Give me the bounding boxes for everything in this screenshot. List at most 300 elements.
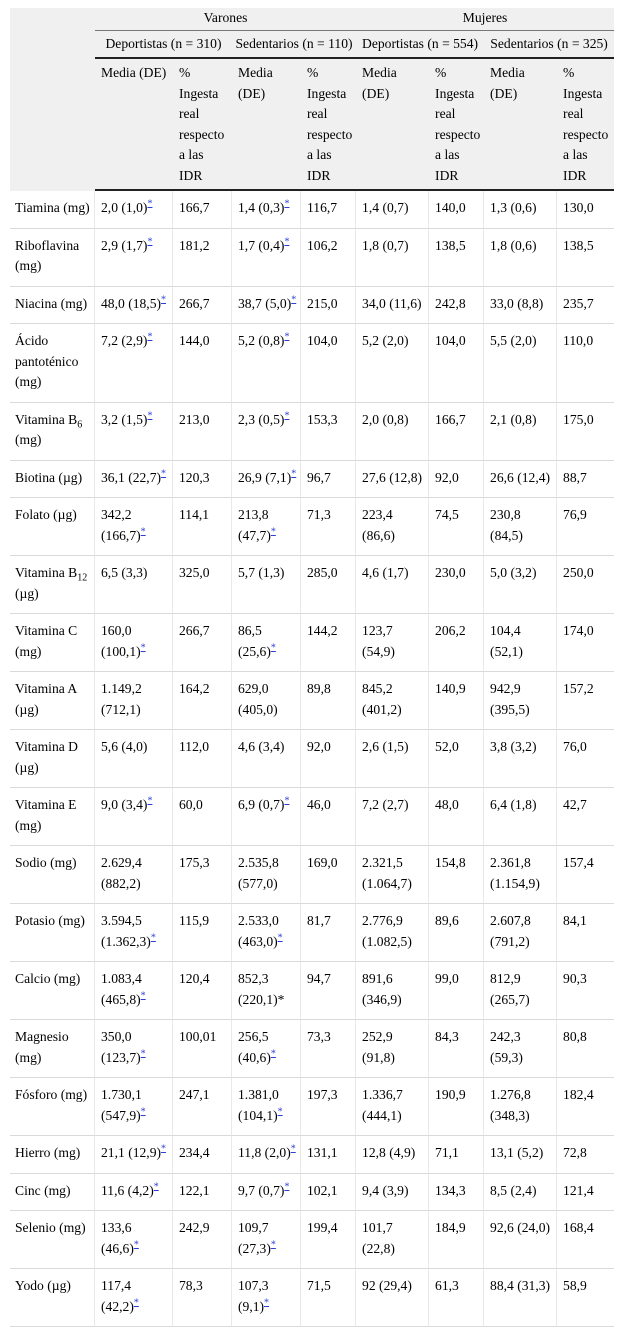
- cell-value: 26,9 (7,1): [238, 469, 292, 485]
- cell-value: 112,0: [179, 739, 210, 754]
- cell-value: 71,1: [435, 1145, 459, 1160]
- cell-pct-idr: [173, 904, 232, 962]
- cell-value: 1,4 (0,7): [362, 200, 409, 215]
- cell-value: 2,9 (1,7): [101, 237, 148, 253]
- cell-mean-sd: [95, 556, 173, 614]
- cell-value: 92,0: [307, 739, 331, 754]
- cell-value: 197,3: [307, 1087, 338, 1102]
- cell-pct-idr: [429, 287, 484, 325]
- cell-pct-idr: [557, 287, 614, 325]
- significance-marker-link[interactable]: *: [277, 1105, 283, 1117]
- cell-pct-idr: [301, 962, 356, 1020]
- significance-marker-link[interactable]: *: [284, 795, 290, 807]
- significance-marker-link[interactable]: *: [161, 293, 167, 305]
- column-header-mean: Media (DE): [95, 59, 173, 191]
- cell-value: 325,0: [179, 565, 210, 580]
- cell-value: 7,2 (2,9): [101, 333, 148, 348]
- cell-value: 71,3: [307, 507, 331, 522]
- table-row: [10, 556, 614, 614]
- row-label: [10, 788, 95, 846]
- row-label-text: Magnesio (mg): [15, 1029, 69, 1065]
- cell-pct-idr: [557, 461, 614, 499]
- cell-mean-sd: [484, 498, 557, 556]
- cell-value: 117,4 (42,2): [101, 1278, 134, 1314]
- cell-mean-sd: [95, 672, 173, 730]
- cell-value: 86,5 (25,6): [238, 623, 271, 659]
- cell-value: 140,0: [435, 200, 466, 215]
- significance-marker-link[interactable]: *: [284, 198, 290, 210]
- cell-value: 61,3: [435, 1278, 459, 1293]
- cell-pct-idr: [557, 1174, 614, 1212]
- significance-marker-link[interactable]: *: [284, 409, 290, 421]
- row-label: [10, 1078, 95, 1136]
- cell-value: 12,8 (4,9): [362, 1145, 416, 1160]
- cell-pct-idr: [173, 498, 232, 556]
- cell-value: 52,0: [435, 739, 459, 754]
- cell-value: 5,0 (3,2): [490, 565, 537, 580]
- significance-marker-link[interactable]: *: [264, 1296, 270, 1308]
- significance-marker-link[interactable]: *: [140, 1105, 146, 1117]
- cell-value: 2.629,4 (882,2): [101, 855, 142, 891]
- row-label: [10, 403, 95, 461]
- cell-mean-sd: [356, 461, 429, 499]
- cell-mean-sd: [484, 672, 557, 730]
- significance-marker-link[interactable]: *: [147, 235, 153, 247]
- cell-pct-idr: [301, 614, 356, 672]
- cell-pct-idr: [173, 324, 232, 403]
- table-row: [10, 403, 614, 461]
- row-label: [10, 191, 95, 229]
- cell-mean-sd: [95, 788, 173, 846]
- significance-marker-link[interactable]: *: [270, 1047, 276, 1059]
- cell-value: 88,7: [563, 469, 587, 485]
- subgroup-header: Sedentarios (n = 110): [232, 31, 356, 60]
- table-header: [10, 8, 614, 191]
- significance-marker-link[interactable]: *: [284, 331, 290, 343]
- cell-value: 144,2: [307, 623, 338, 638]
- cell-value: 110,0: [563, 333, 594, 348]
- cell-mean-sd: [232, 962, 301, 1020]
- cell-pct-idr: [173, 1078, 232, 1136]
- cell-value: 36,1 (22,7): [101, 469, 162, 485]
- cell-mean-sd: [356, 788, 429, 846]
- cell-value: 6,4 (1,8): [490, 797, 537, 812]
- column-header-mean: Media (DE): [356, 59, 429, 191]
- subgroup-header: Deportistas (n = 310): [95, 31, 232, 60]
- row-label-unit: (mg): [15, 432, 42, 447]
- row-label: [10, 904, 95, 962]
- table-row: [10, 846, 614, 904]
- cell-pct-idr: [429, 461, 484, 499]
- cell-pct-idr: [429, 904, 484, 962]
- significance-marker-link[interactable]: *: [291, 293, 297, 305]
- cell-mean-sd: [356, 846, 429, 904]
- cell-pct-idr: [301, 287, 356, 325]
- cell-value: 101,7 (22,8): [362, 1220, 395, 1256]
- table-row: [10, 1020, 614, 1078]
- cell-pct-idr: [557, 1269, 614, 1327]
- row-label: [10, 556, 95, 614]
- cell-value: 89,6: [435, 913, 459, 928]
- cell-value: 21,1 (12,9): [101, 1145, 162, 1160]
- row-label-text: Ácido pantoténico (mg): [15, 333, 79, 389]
- cell-value: 100,01: [179, 1029, 217, 1044]
- cell-mean-sd: [232, 1078, 301, 1136]
- row-label-text: Sodio (mg): [15, 855, 77, 870]
- cell-value: 131,1: [307, 1145, 338, 1160]
- cell-pct-idr: [429, 962, 484, 1020]
- cell-mean-sd: [232, 287, 301, 325]
- cell-value: 942,9 (395,5): [490, 681, 530, 717]
- cell-value: 213,0: [179, 411, 210, 427]
- cell-mean-sd: [95, 962, 173, 1020]
- cell-value: 122,1: [179, 1182, 210, 1198]
- table-row: [10, 788, 614, 846]
- cell-value: 138,5: [435, 237, 466, 253]
- cell-value: 2,0 (0,8): [362, 411, 409, 427]
- cell-value: 1.336,7 (444,1): [362, 1087, 403, 1123]
- significance-marker-link[interactable]: *: [147, 198, 153, 210]
- cell-pct-idr: [557, 672, 614, 730]
- cell-value: 256,5 (40,6): [238, 1029, 271, 1065]
- cell-pct-idr: [557, 962, 614, 1020]
- cell-pct-idr: [301, 1078, 356, 1136]
- cell-mean-sd: [484, 1020, 557, 1078]
- cell-mean-sd: [484, 556, 557, 614]
- cell-value: 26,6 (12,4): [490, 469, 551, 485]
- table-row: [10, 1136, 614, 1174]
- cell-value: 5,2 (0,8): [238, 333, 285, 348]
- cell-value: 1,3 (0,6): [490, 200, 537, 215]
- cell-value: 242,9: [179, 1220, 210, 1235]
- cell-value: 157,4: [563, 855, 594, 870]
- cell-mean-sd: [95, 191, 173, 229]
- cell-mean-sd: [484, 191, 557, 229]
- row-label: [10, 1269, 95, 1327]
- cell-value: 120,4: [179, 971, 210, 986]
- cell-value: 46,0: [307, 797, 331, 812]
- cell-value: 154,8: [435, 855, 466, 870]
- cell-value: 106,2: [307, 237, 338, 253]
- significance-marker-link[interactable]: *: [147, 409, 153, 421]
- cell-value: 184,9: [435, 1220, 466, 1235]
- row-label-text: Vitamina B: [15, 565, 78, 580]
- cell-pct-idr: [557, 324, 614, 403]
- significance-marker-link[interactable]: *: [140, 525, 146, 537]
- row-label-text: Niacina (mg): [15, 295, 88, 311]
- cell-value: 235,7: [563, 295, 594, 311]
- cell-value: 13,1 (5,2): [490, 1145, 544, 1160]
- cell-value: 48,0 (18,5): [101, 295, 162, 311]
- cell-mean-sd: [95, 287, 173, 325]
- cell-mean-sd: [484, 287, 557, 325]
- cell-mean-sd: [356, 229, 429, 287]
- cell-pct-idr: [301, 403, 356, 461]
- cell-value: 109,7 (27,3): [238, 1220, 271, 1256]
- cell-value: 73,3: [307, 1029, 331, 1044]
- cell-pct-idr: [557, 498, 614, 556]
- cell-pct-idr: [301, 461, 356, 499]
- cell-pct-idr: [173, 1269, 232, 1327]
- cell-value: 160,0 (100,1): [101, 623, 141, 659]
- cell-value: 181,2: [179, 237, 210, 253]
- cell-mean-sd: [232, 672, 301, 730]
- cell-pct-idr: [173, 788, 232, 846]
- cell-value: 99,0: [435, 971, 459, 986]
- significance-marker-link[interactable]: *: [270, 1238, 276, 1250]
- cell-value: 230,8 (84,5): [490, 507, 523, 543]
- cell-value: 38,7 (5,0): [238, 295, 292, 311]
- cell-mean-sd: [356, 1269, 429, 1327]
- cell-value: 11,8 (2,0): [238, 1145, 291, 1160]
- cell-mean-sd: [95, 1269, 173, 1327]
- cell-pct-idr: [429, 1136, 484, 1174]
- cell-value: 6,5 (3,3): [101, 565, 148, 580]
- cell-pct-idr: [557, 1136, 614, 1174]
- cell-mean-sd: [232, 730, 301, 788]
- cell-value: 1.276,8 (348,3): [490, 1087, 531, 1123]
- row-label-subscript: 6: [77, 419, 83, 431]
- cell-value: 9,4 (3,9): [362, 1182, 409, 1198]
- cell-mean-sd: [95, 614, 173, 672]
- cell-value: 168,4: [563, 1220, 594, 1235]
- cell-value: 213,8 (47,7): [238, 507, 271, 543]
- cell-value: 1,7 (0,4): [238, 237, 285, 253]
- cell-mean-sd: [356, 672, 429, 730]
- row-label: [10, 614, 95, 672]
- cell-value: 5,7 (1,3): [238, 565, 285, 580]
- cell-pct-idr: [301, 1136, 356, 1174]
- row-label-text: Folato (µg): [15, 507, 77, 522]
- cell-pct-idr: [557, 556, 614, 614]
- cell-value: 242,8: [435, 295, 466, 311]
- significance-marker-link[interactable]: *: [284, 235, 290, 247]
- significance-marker-link[interactable]: *: [270, 525, 276, 537]
- cell-value: 134,3: [435, 1182, 466, 1198]
- significance-marker-link[interactable]: *: [270, 641, 276, 653]
- significance-marker-link[interactable]: *: [147, 795, 153, 807]
- cell-value: 9,0 (3,4): [101, 797, 148, 812]
- cell-pct-idr: [301, 730, 356, 788]
- cell-value: 175,0: [563, 411, 594, 427]
- row-label: [10, 730, 95, 788]
- column-header-mean: Media (DE): [232, 59, 301, 191]
- cell-mean-sd: [95, 846, 173, 904]
- cell-pct-idr: [173, 1174, 232, 1212]
- cell-mean-sd: [484, 461, 557, 499]
- cell-mean-sd: [356, 962, 429, 1020]
- significance-marker-link[interactable]: *: [161, 467, 167, 479]
- cell-value: 242,3 (59,3): [490, 1029, 523, 1065]
- row-label: [10, 1136, 95, 1174]
- cell-value: 94,7: [307, 971, 331, 986]
- row-label: [10, 846, 95, 904]
- subgroup-header: Sedentarios (n = 325): [484, 31, 614, 60]
- cell-mean-sd: [95, 498, 173, 556]
- cell-mean-sd: [232, 788, 301, 846]
- cell-pct-idr: [557, 788, 614, 846]
- cell-mean-sd: [484, 614, 557, 672]
- cell-pct-idr: [173, 287, 232, 325]
- cell-value: 1.730,1 (547,9): [101, 1087, 142, 1123]
- cell-value: 845,2 (401,2): [362, 681, 402, 717]
- cell-value: 92,0: [435, 469, 459, 485]
- cell-mean-sd: [95, 229, 173, 287]
- cell-value: 2.533,0 (463,0): [238, 913, 279, 949]
- significance-marker-link[interactable]: *: [150, 931, 156, 943]
- cell-value: 174,0: [563, 623, 594, 638]
- cell-value: 2.321,5 (1.064,7): [362, 855, 412, 891]
- cell-value: 71,5: [307, 1278, 331, 1293]
- row-label-text: Cinc (mg): [15, 1182, 71, 1198]
- cell-value: 116,7: [307, 200, 338, 215]
- cell-mean-sd: [356, 403, 429, 461]
- column-header-pct: % Ingesta real respecto a las IDR: [301, 59, 356, 191]
- cell-pct-idr: [429, 191, 484, 229]
- row-label-text: Hierro (mg): [15, 1145, 81, 1160]
- cell-mean-sd: [484, 730, 557, 788]
- cell-value: 285,0: [307, 565, 338, 580]
- cell-value: 144,0: [179, 333, 210, 348]
- significance-marker-link[interactable]: *: [291, 467, 297, 479]
- cell-pct-idr: [429, 556, 484, 614]
- cell-value: 33,0 (8,8): [490, 295, 544, 311]
- row-label-text: Vitamina E (mg): [15, 797, 77, 833]
- cell-value: 1,4 (0,3): [238, 200, 285, 215]
- cell-mean-sd: [484, 904, 557, 962]
- significance-marker-link[interactable]: *: [133, 1238, 139, 1250]
- cell-mean-sd: [232, 403, 301, 461]
- cell-mean-sd: [484, 846, 557, 904]
- significance-marker-link[interactable]: *: [147, 331, 153, 343]
- cell-pct-idr: [429, 498, 484, 556]
- cell-mean-sd: [484, 403, 557, 461]
- significance-marker-link[interactable]: *: [140, 641, 146, 653]
- cell-value: 104,4 (52,1): [490, 623, 523, 659]
- cell-mean-sd: [484, 962, 557, 1020]
- significance-marker-link[interactable]: *: [277, 931, 283, 943]
- cell-pct-idr: [429, 229, 484, 287]
- cell-value: 27,6 (12,8): [362, 469, 423, 485]
- column-header-pct: % Ingesta real respecto a las IDR: [429, 59, 484, 191]
- cell-pct-idr: [173, 1136, 232, 1174]
- cell-mean-sd: [484, 1211, 557, 1269]
- cell-mean-sd: [356, 498, 429, 556]
- significance-marker-link[interactable]: *: [290, 1143, 296, 1155]
- cell-value: 157,2: [563, 681, 594, 696]
- cell-mean-sd: [356, 1136, 429, 1174]
- cell-value: 1.381,0 (104,1): [238, 1087, 279, 1123]
- cell-value: 11,6 (4,2): [101, 1182, 154, 1198]
- row-label-text: Potasio (mg): [15, 913, 85, 928]
- cell-value: 3.594,5 (1.362,3): [101, 913, 151, 949]
- cell-value: 84,3: [435, 1029, 459, 1044]
- cell-mean-sd: [232, 461, 301, 499]
- significance-marker-link[interactable]: *: [140, 989, 146, 1001]
- cell-mean-sd: [95, 461, 173, 499]
- row-label-text: Vitamina A (µg): [15, 681, 77, 717]
- cell-value: 89,8: [307, 681, 331, 696]
- cell-pct-idr: [173, 229, 232, 287]
- cell-value: 3,2 (1,5): [101, 411, 148, 427]
- row-label: [10, 229, 95, 287]
- table-row: [10, 229, 614, 287]
- row-label-subscript: 12: [77, 572, 88, 584]
- row-label: [10, 962, 95, 1020]
- cell-value: 215,0: [307, 295, 338, 311]
- significance-marker-link[interactable]: *: [161, 1143, 167, 1155]
- row-label-text: Calcio (mg): [15, 971, 81, 986]
- cell-pct-idr: [429, 403, 484, 461]
- table-row: [10, 1078, 614, 1136]
- cell-value: 138,5: [563, 237, 594, 253]
- cell-value: 2.776,9 (1.082,5): [362, 913, 412, 949]
- cell-pct-idr: [301, 191, 356, 229]
- cell-value: 4,6 (1,7): [362, 565, 409, 580]
- significance-marker-link[interactable]: *: [153, 1180, 159, 1192]
- cell-value: 133,6 (46,6): [101, 1220, 134, 1256]
- column-header-pct: % Ingesta real respecto a las IDR: [557, 59, 614, 191]
- cell-value: 6,9 (0,7): [238, 797, 285, 812]
- cell-pct-idr: [301, 556, 356, 614]
- cell-value: 247,1: [179, 1087, 210, 1102]
- cell-value: 2,3 (0,5): [238, 411, 285, 427]
- cell-value: 206,2: [435, 623, 466, 638]
- cell-mean-sd: [484, 1136, 557, 1174]
- cell-pct-idr: [173, 846, 232, 904]
- cell-pct-idr: [173, 403, 232, 461]
- cell-pct-idr: [429, 846, 484, 904]
- cell-pct-idr: [301, 1269, 356, 1327]
- cell-value: 92 (29,4): [362, 1278, 412, 1293]
- cell-mean-sd: [356, 614, 429, 672]
- column-header-mean: Media (DE): [484, 59, 557, 191]
- significance-marker-link[interactable]: *: [284, 1180, 290, 1192]
- cell-mean-sd: [232, 614, 301, 672]
- cell-pct-idr: [557, 1078, 614, 1136]
- cell-pct-idr: [173, 191, 232, 229]
- cell-value: 153,3: [307, 411, 338, 427]
- cell-value: 8,5 (2,4): [490, 1182, 537, 1198]
- cell-mean-sd: [356, 1078, 429, 1136]
- cell-pct-idr: [173, 1020, 232, 1078]
- cell-mean-sd: [356, 1174, 429, 1212]
- significance-marker-link[interactable]: *: [133, 1296, 139, 1308]
- cell-pct-idr: [173, 962, 232, 1020]
- cell-value: 223,4 (86,6): [362, 507, 395, 543]
- cell-value: 166,7: [179, 200, 210, 215]
- cell-value: 115,9: [179, 913, 210, 928]
- table-row: [10, 1269, 614, 1327]
- cell-mean-sd: [232, 1174, 301, 1212]
- header-corner: [10, 8, 95, 191]
- cell-pct-idr: [301, 904, 356, 962]
- row-label: [10, 672, 95, 730]
- cell-mean-sd: [356, 904, 429, 962]
- cell-value: 342,2 (166,7): [101, 507, 141, 543]
- cell-value: 2.535,8 (577,0): [238, 855, 279, 891]
- cell-mean-sd: [232, 556, 301, 614]
- cell-pct-idr: [557, 1211, 614, 1269]
- table-row: [10, 498, 614, 556]
- cell-value: 182,4: [563, 1087, 594, 1102]
- cell-mean-sd: [95, 1020, 173, 1078]
- cell-mean-sd: [484, 1078, 557, 1136]
- significance-marker-link[interactable]: *: [140, 1047, 146, 1059]
- cell-value: 2,1 (0,8): [490, 411, 537, 427]
- cell-value: 1,8 (0,7): [362, 237, 409, 253]
- cell-pct-idr: [429, 730, 484, 788]
